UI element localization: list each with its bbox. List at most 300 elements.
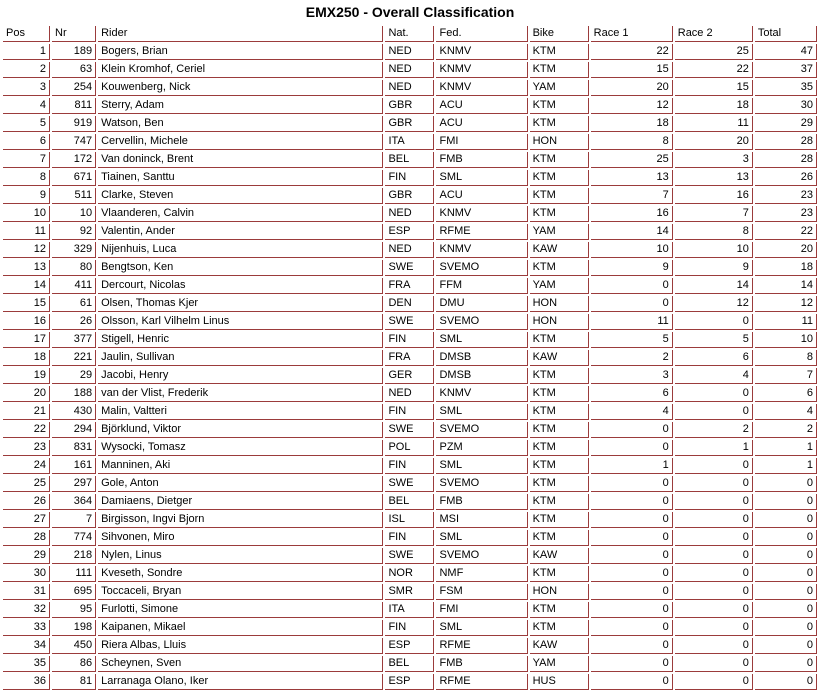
- cell-rider: Malin, Valtteri: [98, 404, 383, 420]
- cell-rider: Damiaens, Dietger: [98, 494, 383, 510]
- cell-race1: 0: [591, 638, 673, 654]
- table-row: [3, 494, 817, 510]
- cell-total: 20: [755, 242, 817, 258]
- cell-total: 0: [755, 566, 817, 582]
- cell-bike: YAM: [530, 656, 589, 672]
- cell-nr: 511: [52, 188, 96, 204]
- cell-race1: 0: [591, 440, 673, 456]
- cell-total: 35: [755, 80, 817, 96]
- cell-bike: KTM: [530, 494, 589, 510]
- cell-pos: 33: [3, 620, 50, 636]
- cell-total: 0: [755, 512, 817, 528]
- cell-nat: ITA: [385, 602, 434, 618]
- cell-race1: 5: [591, 332, 673, 348]
- cell-rider: van der Vlist, Frederik: [98, 386, 383, 402]
- table-row: [3, 314, 817, 330]
- table-row: [3, 350, 817, 366]
- cell-total: 30: [755, 98, 817, 114]
- cell-total: 2: [755, 422, 817, 438]
- cell-pos: 15: [3, 296, 50, 312]
- cell-race1: 0: [591, 530, 673, 546]
- cell-pos: 27: [3, 512, 50, 528]
- table-row: [3, 674, 817, 690]
- cell-nat: SWE: [385, 314, 434, 330]
- cell-pos: 1: [3, 44, 50, 60]
- cell-race2: 25: [675, 44, 753, 60]
- cell-race2: 0: [675, 620, 753, 636]
- cell-bike: KTM: [530, 422, 589, 438]
- cell-nat: FRA: [385, 278, 434, 294]
- cell-fed: FMB: [436, 656, 527, 672]
- cell-rider: Birgisson, Ingvi Bjorn: [98, 512, 383, 528]
- cell-nat: ESP: [385, 224, 434, 240]
- cell-fed: ACU: [436, 116, 527, 132]
- cell-total: 28: [755, 134, 817, 150]
- cell-rider: Wysocki, Tomasz: [98, 440, 383, 456]
- cell-fed: SML: [436, 170, 527, 186]
- cell-race2: 0: [675, 404, 753, 420]
- table-row: [3, 170, 817, 186]
- cell-pos: 22: [3, 422, 50, 438]
- cell-rider: Kveseth, Sondre: [98, 566, 383, 582]
- cell-pos: 13: [3, 260, 50, 276]
- cell-pos: 2: [3, 62, 50, 78]
- cell-pos: 6: [3, 134, 50, 150]
- cell-fed: SVEMO: [436, 260, 527, 276]
- cell-rider: Kaipanen, Mikael: [98, 620, 383, 636]
- table-row: [3, 476, 817, 492]
- cell-nr: 10: [52, 206, 96, 222]
- cell-bike: HON: [530, 134, 589, 150]
- cell-nr: 95: [52, 602, 96, 618]
- cell-total: 23: [755, 206, 817, 222]
- cell-fed: MSI: [436, 512, 527, 528]
- cell-nat: GER: [385, 368, 434, 384]
- cell-total: 6: [755, 386, 817, 402]
- cell-race1: 0: [591, 512, 673, 528]
- cell-fed: FMI: [436, 134, 527, 150]
- cell-race1: 0: [591, 422, 673, 438]
- cell-bike: KTM: [530, 62, 589, 78]
- cell-race2: 14: [675, 278, 753, 294]
- cell-race2: 22: [675, 62, 753, 78]
- cell-nr: 811: [52, 98, 96, 114]
- cell-rider: Bengtson, Ken: [98, 260, 383, 276]
- cell-nat: ESP: [385, 638, 434, 654]
- cell-total: 0: [755, 674, 817, 690]
- cell-nat: NED: [385, 386, 434, 402]
- cell-pos: 5: [3, 116, 50, 132]
- cell-fed: SVEMO: [436, 548, 527, 564]
- cell-rider: Bogers, Brian: [98, 44, 383, 60]
- cell-nr: 294: [52, 422, 96, 438]
- cell-race2: 0: [675, 386, 753, 402]
- cell-bike: KTM: [530, 440, 589, 456]
- cell-total: 11: [755, 314, 817, 330]
- cell-nr: 111: [52, 566, 96, 582]
- cell-race1: 14: [591, 224, 673, 240]
- cell-nat: FIN: [385, 332, 434, 348]
- cell-bike: YAM: [530, 80, 589, 96]
- cell-bike: KTM: [530, 458, 589, 474]
- table-row: [3, 458, 817, 474]
- column-header-pos: Pos: [3, 26, 50, 42]
- cell-nr: 747: [52, 134, 96, 150]
- cell-pos: 12: [3, 242, 50, 258]
- table-row: [3, 242, 817, 258]
- cell-total: 18: [755, 260, 817, 276]
- cell-fed: KNMV: [436, 386, 527, 402]
- column-header-race2: Race 2: [675, 26, 753, 42]
- cell-nr: 254: [52, 80, 96, 96]
- cell-nat: NED: [385, 62, 434, 78]
- cell-race2: 0: [675, 674, 753, 690]
- cell-rider: Watson, Ben: [98, 116, 383, 132]
- cell-rider: Jaulin, Sullivan: [98, 350, 383, 366]
- cell-race2: 0: [675, 530, 753, 546]
- cell-race1: 0: [591, 656, 673, 672]
- cell-fed: FMB: [436, 152, 527, 168]
- cell-race1: 11: [591, 314, 673, 330]
- cell-rider: Björklund, Viktor: [98, 422, 383, 438]
- cell-bike: KTM: [530, 368, 589, 384]
- cell-nr: 198: [52, 620, 96, 636]
- cell-rider: Sihvonen, Miro: [98, 530, 383, 546]
- cell-race1: 0: [591, 476, 673, 492]
- cell-race1: 0: [591, 494, 673, 510]
- cell-nat: POL: [385, 440, 434, 456]
- cell-bike: KTM: [530, 44, 589, 60]
- cell-bike: KTM: [530, 332, 589, 348]
- cell-nr: 86: [52, 656, 96, 672]
- cell-nat: NED: [385, 44, 434, 60]
- table-row: [3, 332, 817, 348]
- cell-total: 1: [755, 458, 817, 474]
- cell-pos: 23: [3, 440, 50, 456]
- column-header-rider: Rider: [98, 26, 383, 42]
- cell-race1: 25: [591, 152, 673, 168]
- cell-race1: 0: [591, 296, 673, 312]
- cell-rider: Stigell, Henric: [98, 332, 383, 348]
- cell-total: 12: [755, 296, 817, 312]
- cell-nat: SWE: [385, 476, 434, 492]
- cell-rider: Valentin, Ander: [98, 224, 383, 240]
- cell-nr: 221: [52, 350, 96, 366]
- cell-nr: 919: [52, 116, 96, 132]
- cell-bike: KTM: [530, 170, 589, 186]
- cell-nr: 61: [52, 296, 96, 312]
- cell-fed: ACU: [436, 98, 527, 114]
- cell-race2: 7: [675, 206, 753, 222]
- cell-nr: 92: [52, 224, 96, 240]
- cell-race1: 0: [591, 620, 673, 636]
- cell-fed: NMF: [436, 566, 527, 582]
- cell-fed: RFME: [436, 674, 527, 690]
- cell-pos: 9: [3, 188, 50, 204]
- cell-total: 0: [755, 476, 817, 492]
- cell-total: 7: [755, 368, 817, 384]
- table-row: [3, 548, 817, 564]
- cell-fed: SML: [436, 458, 527, 474]
- cell-pos: 8: [3, 170, 50, 186]
- cell-pos: 36: [3, 674, 50, 690]
- cell-nat: ESP: [385, 674, 434, 690]
- cell-nat: BEL: [385, 494, 434, 510]
- cell-pos: 7: [3, 152, 50, 168]
- cell-bike: YAM: [530, 278, 589, 294]
- cell-rider: Toccaceli, Bryan: [98, 584, 383, 600]
- cell-race2: 3: [675, 152, 753, 168]
- cell-bike: KAW: [530, 638, 589, 654]
- table-body: [3, 44, 817, 690]
- cell-bike: HUS: [530, 674, 589, 690]
- cell-fed: FMI: [436, 602, 527, 618]
- table-row: [3, 44, 817, 60]
- cell-race2: 0: [675, 314, 753, 330]
- cell-fed: KNMV: [436, 44, 527, 60]
- cell-nat: FIN: [385, 620, 434, 636]
- cell-pos: 25: [3, 476, 50, 492]
- table-row: [3, 98, 817, 114]
- cell-race2: 18: [675, 98, 753, 114]
- cell-race1: 0: [591, 566, 673, 582]
- cell-nr: 7: [52, 512, 96, 528]
- cell-race2: 9: [675, 260, 753, 276]
- cell-nr: 831: [52, 440, 96, 456]
- table-row: [3, 566, 817, 582]
- cell-race1: 18: [591, 116, 673, 132]
- cell-fed: DMSB: [436, 368, 527, 384]
- cell-nat: NOR: [385, 566, 434, 582]
- cell-nat: SWE: [385, 260, 434, 276]
- cell-race1: 2: [591, 350, 673, 366]
- cell-race2: 0: [675, 494, 753, 510]
- cell-race1: 16: [591, 206, 673, 222]
- cell-race2: 1: [675, 440, 753, 456]
- cell-race2: 0: [675, 602, 753, 618]
- cell-pos: 35: [3, 656, 50, 672]
- cell-bike: KTM: [530, 98, 589, 114]
- cell-pos: 16: [3, 314, 50, 330]
- cell-race2: 6: [675, 350, 753, 366]
- cell-bike: HON: [530, 584, 589, 600]
- cell-nr: 29: [52, 368, 96, 384]
- cell-total: 0: [755, 530, 817, 546]
- cell-total: 37: [755, 62, 817, 78]
- cell-nr: 450: [52, 638, 96, 654]
- cell-race1: 8: [591, 134, 673, 150]
- cell-race1: 0: [591, 602, 673, 618]
- cell-fed: DMU: [436, 296, 527, 312]
- cell-nr: 161: [52, 458, 96, 474]
- cell-pos: 19: [3, 368, 50, 384]
- table-row: [3, 296, 817, 312]
- cell-total: 4: [755, 404, 817, 420]
- cell-race1: 22: [591, 44, 673, 60]
- cell-race1: 0: [591, 278, 673, 294]
- cell-nat: GBR: [385, 116, 434, 132]
- cell-total: 1: [755, 440, 817, 456]
- cell-pos: 34: [3, 638, 50, 654]
- cell-bike: KTM: [530, 386, 589, 402]
- cell-race2: 12: [675, 296, 753, 312]
- cell-race1: 12: [591, 98, 673, 114]
- cell-nr: 172: [52, 152, 96, 168]
- cell-rider: Gole, Anton: [98, 476, 383, 492]
- cell-rider: Klein Kromhof, Ceriel: [98, 62, 383, 78]
- table-row: [3, 638, 817, 654]
- cell-total: 0: [755, 602, 817, 618]
- cell-race2: 20: [675, 134, 753, 150]
- cell-nr: 695: [52, 584, 96, 600]
- cell-race1: 10: [591, 242, 673, 258]
- cell-race2: 10: [675, 242, 753, 258]
- cell-pos: 4: [3, 98, 50, 114]
- cell-nr: 411: [52, 278, 96, 294]
- cell-bike: KAW: [530, 350, 589, 366]
- cell-fed: ACU: [436, 188, 527, 204]
- cell-bike: KTM: [530, 188, 589, 204]
- table-row: [3, 62, 817, 78]
- cell-nr: 189: [52, 44, 96, 60]
- cell-bike: KTM: [530, 476, 589, 492]
- cell-nr: 671: [52, 170, 96, 186]
- cell-fed: SML: [436, 530, 527, 546]
- table-row: [3, 620, 817, 636]
- table-row: [3, 278, 817, 294]
- cell-total: 47: [755, 44, 817, 60]
- cell-bike: KTM: [530, 404, 589, 420]
- cell-total: 10: [755, 332, 817, 348]
- table-row: [3, 386, 817, 402]
- cell-nat: FIN: [385, 170, 434, 186]
- cell-rider: Olsen, Thomas Kjer: [98, 296, 383, 312]
- cell-fed: KNMV: [436, 80, 527, 96]
- cell-rider: Van doninck, Brent: [98, 152, 383, 168]
- cell-rider: Larranaga Olano, Iker: [98, 674, 383, 690]
- cell-rider: Nijenhuis, Luca: [98, 242, 383, 258]
- column-header-nr: Nr: [52, 26, 96, 42]
- cell-pos: 26: [3, 494, 50, 510]
- cell-nr: 329: [52, 242, 96, 258]
- cell-fed: RFME: [436, 638, 527, 654]
- cell-fed: KNMV: [436, 242, 527, 258]
- cell-fed: SVEMO: [436, 314, 527, 330]
- cell-race2: 4: [675, 368, 753, 384]
- cell-rider: Clarke, Steven: [98, 188, 383, 204]
- cell-rider: Kouwenberg, Nick: [98, 80, 383, 96]
- cell-race2: 0: [675, 512, 753, 528]
- cell-race2: 0: [675, 566, 753, 582]
- table-row: [3, 188, 817, 204]
- cell-nr: 218: [52, 548, 96, 564]
- cell-race2: 5: [675, 332, 753, 348]
- cell-pos: 18: [3, 350, 50, 366]
- cell-rider: Olsson, Karl Vilhelm Linus: [98, 314, 383, 330]
- table-row: [3, 404, 817, 420]
- cell-total: 0: [755, 638, 817, 654]
- cell-bike: KTM: [530, 260, 589, 276]
- cell-nr: 80: [52, 260, 96, 276]
- cell-nr: 377: [52, 332, 96, 348]
- cell-race1: 0: [591, 674, 673, 690]
- cell-nat: SMR: [385, 584, 434, 600]
- cell-rider: Cervellin, Michele: [98, 134, 383, 150]
- table-row: [3, 152, 817, 168]
- cell-total: 0: [755, 584, 817, 600]
- cell-bike: HON: [530, 296, 589, 312]
- classification-table: [1, 24, 819, 692]
- cell-nat: ISL: [385, 512, 434, 528]
- cell-bike: KTM: [530, 566, 589, 582]
- cell-nr: 81: [52, 674, 96, 690]
- cell-nat: FIN: [385, 458, 434, 474]
- cell-rider: Jacobi, Henry: [98, 368, 383, 384]
- cell-bike: KAW: [530, 548, 589, 564]
- cell-pos: 14: [3, 278, 50, 294]
- header-row: [3, 26, 817, 42]
- cell-rider: Dercourt, Nicolas: [98, 278, 383, 294]
- cell-race2: 0: [675, 476, 753, 492]
- cell-pos: 30: [3, 566, 50, 582]
- cell-nat: FIN: [385, 404, 434, 420]
- cell-rider: Riera Albas, Lluis: [98, 638, 383, 654]
- cell-pos: 24: [3, 458, 50, 474]
- cell-total: 8: [755, 350, 817, 366]
- cell-fed: PZM: [436, 440, 527, 456]
- cell-total: 0: [755, 494, 817, 510]
- cell-race1: 0: [591, 548, 673, 564]
- cell-fed: SML: [436, 332, 527, 348]
- cell-nat: ITA: [385, 134, 434, 150]
- cell-bike: HON: [530, 314, 589, 330]
- cell-race2: 0: [675, 584, 753, 600]
- cell-bike: KTM: [530, 116, 589, 132]
- cell-fed: FSM: [436, 584, 527, 600]
- cell-race2: 11: [675, 116, 753, 132]
- cell-rider: Scheynen, Sven: [98, 656, 383, 672]
- cell-fed: SML: [436, 620, 527, 636]
- cell-fed: KNMV: [436, 62, 527, 78]
- cell-fed: RFME: [436, 224, 527, 240]
- cell-nr: 774: [52, 530, 96, 546]
- cell-pos: 32: [3, 602, 50, 618]
- cell-nr: 63: [52, 62, 96, 78]
- cell-fed: KNMV: [436, 206, 527, 222]
- cell-nat: BEL: [385, 656, 434, 672]
- cell-rider: Vlaanderen, Calvin: [98, 206, 383, 222]
- cell-bike: KTM: [530, 152, 589, 168]
- cell-nr: 430: [52, 404, 96, 420]
- column-header-total: Total: [755, 26, 817, 42]
- cell-fed: FMB: [436, 494, 527, 510]
- cell-race1: 6: [591, 386, 673, 402]
- cell-pos: 31: [3, 584, 50, 600]
- cell-pos: 17: [3, 332, 50, 348]
- cell-fed: SML: [436, 404, 527, 420]
- table-row: [3, 116, 817, 132]
- cell-nat: FIN: [385, 530, 434, 546]
- cell-bike: KTM: [530, 512, 589, 528]
- cell-nat: NED: [385, 206, 434, 222]
- cell-race2: 0: [675, 548, 753, 564]
- cell-nat: GBR: [385, 98, 434, 114]
- cell-bike: KTM: [530, 602, 589, 618]
- table-row: [3, 602, 817, 618]
- cell-nat: SWE: [385, 548, 434, 564]
- cell-rider: Tiainen, Santtu: [98, 170, 383, 186]
- cell-total: 0: [755, 656, 817, 672]
